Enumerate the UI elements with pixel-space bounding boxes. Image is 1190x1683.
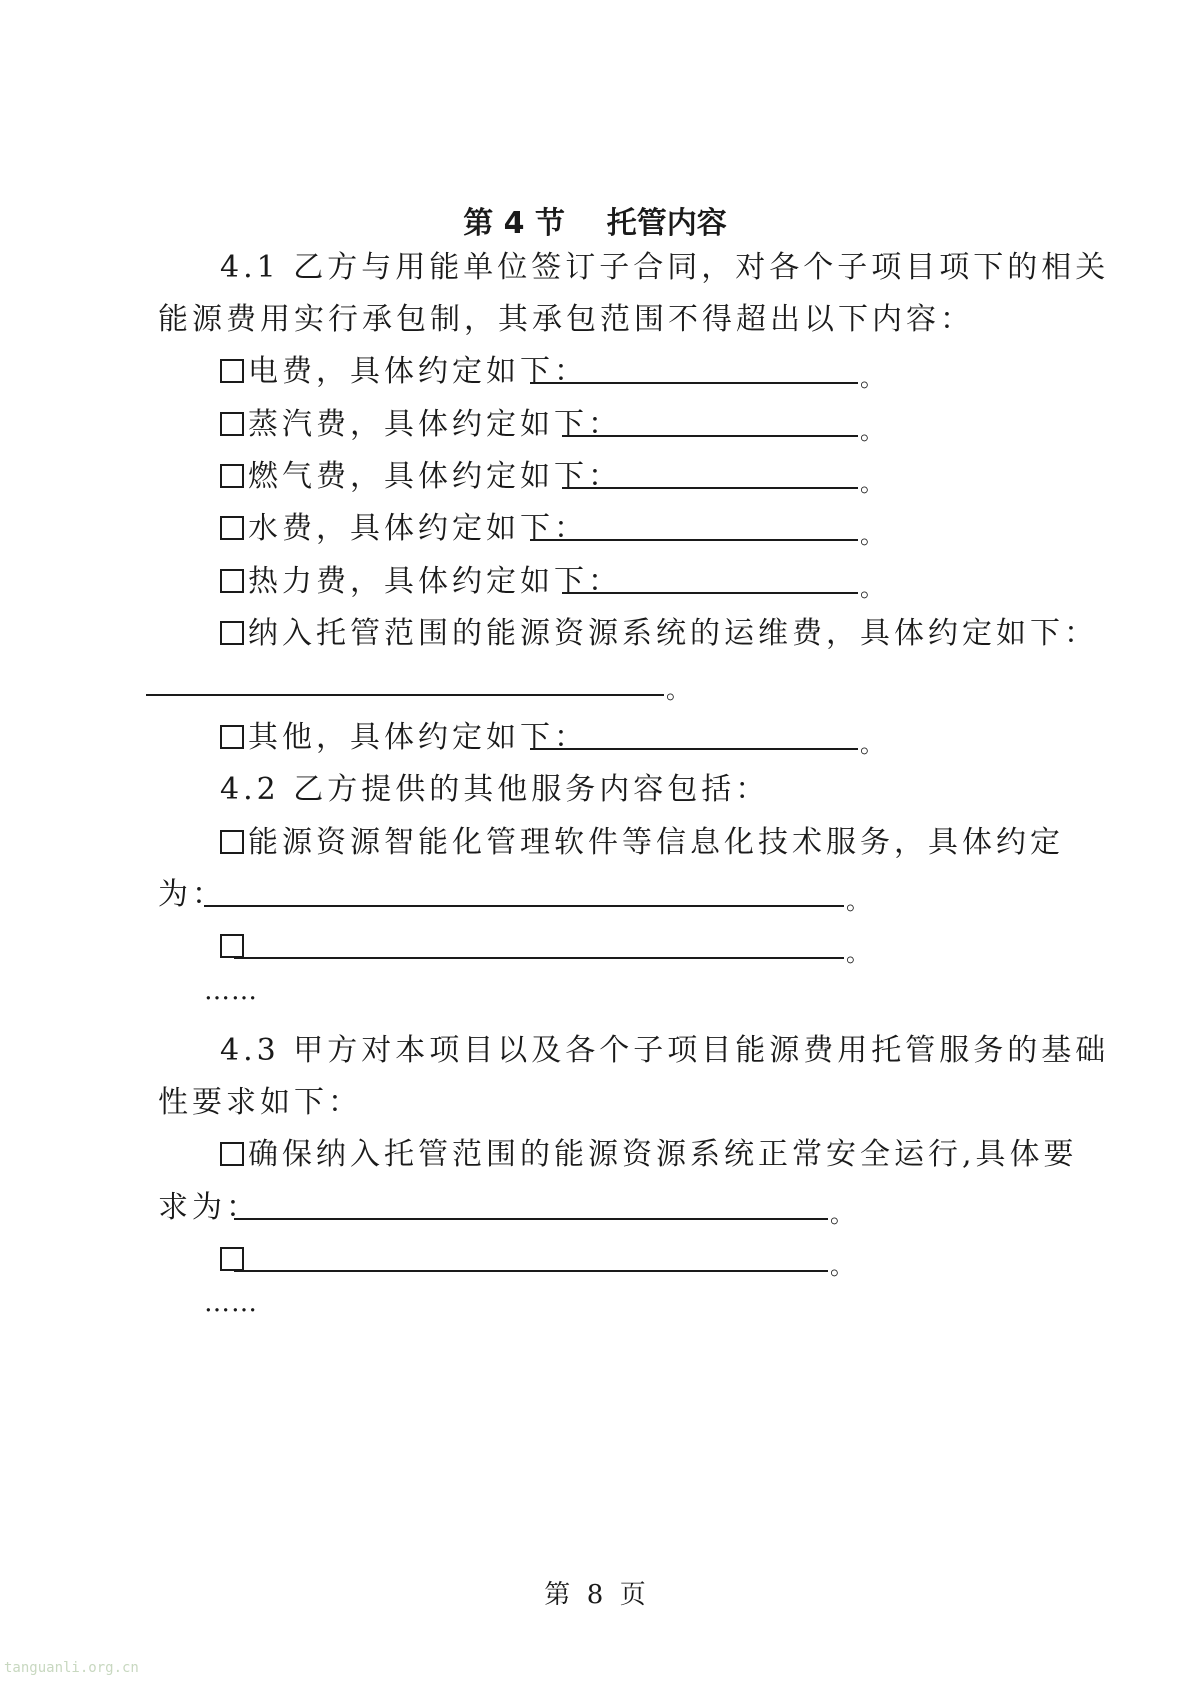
water-item <box>220 509 588 549</box>
safety-period: 。 <box>830 1200 854 1228</box>
clause-4-1-line-1: 4.1 乙方与用能单位签订子合同，对各个子项目项下的相关 <box>220 250 1110 285</box>
om-blank[interactable] <box>146 694 664 696</box>
watermark-text: tanguanli.org.cn <box>4 1660 139 1676</box>
other-label: 其他，具体约定如下： <box>248 720 588 755</box>
safety-item <box>220 1135 1078 1175</box>
electricity-checkbox[interactable] <box>220 359 244 383</box>
heat-label: 热力费，具体约定如下： <box>248 564 622 599</box>
water-label: 水费，具体约定如下： <box>248 511 588 546</box>
water-blank[interactable] <box>530 539 858 541</box>
heat-checkbox[interactable] <box>220 569 244 593</box>
steam-item <box>220 405 622 445</box>
gas-label: 燃气费，具体约定如下： <box>248 459 622 494</box>
clause-4-3-line-1: 4.3 甲方对本项目以及各个子项目能源费用托管服务的基础 <box>220 1033 1110 1068</box>
ellipsis-4-3: …… <box>204 1288 258 1318</box>
extra-requirement-checkbox[interactable] <box>220 1247 244 1271</box>
software-period: 。 <box>846 887 870 915</box>
software-item-line-2: 为： <box>158 877 226 912</box>
other-period: 。 <box>860 730 884 758</box>
extra-service-blank[interactable] <box>234 957 844 959</box>
steam-label: 蒸汽费，具体约定如下： <box>248 407 622 442</box>
water-checkbox[interactable] <box>220 516 244 540</box>
clause-4-2-line-1: 4.2 乙方提供的其他服务内容包括： <box>220 772 770 807</box>
clause-4-3-line-2: 性要求如下： <box>158 1085 362 1120</box>
gas-period: 。 <box>860 469 884 497</box>
water-period: 。 <box>860 521 884 549</box>
gas-item <box>220 457 622 497</box>
heat-blank[interactable] <box>562 592 858 594</box>
extra-requirement-period: 。 <box>830 1252 854 1280</box>
clause-4-1-line-2: 能源费用实行承包制，其承包范围不得超出以下内容： <box>158 302 974 337</box>
software-item <box>220 823 1064 863</box>
software-checkbox[interactable] <box>220 830 244 854</box>
section-title: 第 4 节 托管内容 <box>463 206 727 241</box>
om-checkbox[interactable] <box>220 621 244 645</box>
extra-service-period: 。 <box>846 939 870 967</box>
safety-blank[interactable] <box>234 1218 828 1220</box>
electricity-label: 电费，具体约定如下： <box>248 354 588 389</box>
extra-service-checkbox[interactable] <box>220 934 244 958</box>
steam-period: 。 <box>860 417 884 445</box>
safety-label: 确保纳入托管范围的能源资源系统正常安全运行,具体要 <box>248 1137 1078 1172</box>
software-blank[interactable] <box>204 905 844 907</box>
electricity-item <box>220 352 588 392</box>
page-number: 第 8 页 <box>544 1580 646 1610</box>
software-label: 能源资源智能化管理软件等信息化技术服务，具体约定 <box>248 825 1064 860</box>
steam-checkbox[interactable] <box>220 412 244 436</box>
gas-checkbox[interactable] <box>220 464 244 488</box>
om-period: 。 <box>666 676 690 704</box>
other-blank[interactable] <box>530 748 858 750</box>
steam-blank[interactable] <box>562 435 858 437</box>
safety-checkbox[interactable] <box>220 1142 244 1166</box>
heat-item <box>220 562 622 602</box>
other-checkbox[interactable] <box>220 725 244 749</box>
electricity-period: 。 <box>860 364 884 392</box>
om-item <box>220 614 1098 654</box>
gas-blank[interactable] <box>562 487 858 489</box>
extra-requirement-blank[interactable] <box>234 1270 828 1272</box>
other-item <box>220 718 588 758</box>
extra-service-item <box>220 927 248 967</box>
ellipsis-4-2: …… <box>204 976 258 1006</box>
extra-requirement-item <box>220 1240 248 1280</box>
om-label: 纳入托管范围的能源资源系统的运维费，具体约定如下： <box>248 616 1098 651</box>
heat-period: 。 <box>860 574 884 602</box>
electricity-blank[interactable] <box>530 382 858 384</box>
safety-item-line-2: 求为： <box>158 1190 260 1225</box>
